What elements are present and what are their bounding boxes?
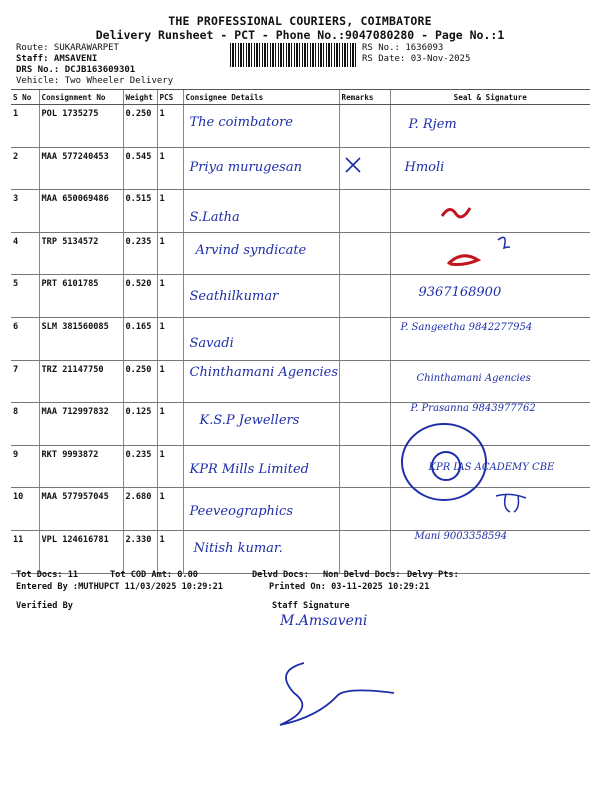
table-row (11, 360, 590, 403)
row-seal-signature: P. Prasanna 9843977762 (410, 403, 536, 415)
row-pcs: 1 (157, 190, 183, 233)
row-weight: 0.250 (123, 105, 157, 148)
row-pcs: 1 (157, 147, 183, 190)
row-remarks (339, 232, 390, 275)
staff-signature-label: Staff Signature (272, 601, 350, 611)
row-remarks (339, 403, 390, 446)
row-sno: 5 (11, 275, 39, 318)
row-consignee-handwritten: S.Latha (189, 210, 240, 226)
route-label: Route: SUKARAWARPET (16, 43, 119, 53)
rs-date: RS Date: 03-Nov-2025 (362, 54, 471, 64)
row-consignment-no: PRT 6101785 (39, 275, 123, 318)
col-sno: S No (11, 90, 39, 105)
non-delvd-docs: Non Delvd Docs: (323, 570, 401, 580)
row-pcs: 1 (157, 317, 183, 360)
row-consignee-handwritten: Arvind syndicate (195, 242, 307, 258)
row-pcs: 1 (157, 232, 183, 275)
row-seal-signature: KPR IAS ACADEMY CBE (428, 461, 555, 473)
row-consignee-cell (183, 147, 339, 190)
row-seal-signature: P. Sangeetha 9842277954 (400, 321, 533, 333)
cross-mark-icon (343, 155, 363, 175)
row-consignment-no: POL 1735275 (39, 105, 123, 148)
rs-number: RS No.: 1636093 (362, 43, 444, 53)
row-remarks (339, 360, 390, 403)
row-weight: 0.125 (123, 403, 157, 446)
col-weight: Weight (123, 90, 157, 105)
row-seal-signature: Mani 9003358594 (414, 530, 508, 542)
row-seal-cell (390, 147, 590, 190)
verified-by: Verified By (16, 601, 73, 611)
row-remarks (339, 530, 390, 573)
col-consignee: Consignee Details (183, 90, 339, 105)
vehicle-label: Vehicle: Two Wheeler Delivery (16, 76, 174, 86)
row-consignee-cell (183, 488, 339, 531)
rs-meta (362, 43, 470, 65)
row-consignee-handwritten: Chinthamani Agencies (189, 364, 339, 380)
row-weight: 0.545 (123, 147, 157, 190)
row-seal-cell (390, 530, 590, 573)
row-consignment-no: MAA 577240453 (39, 147, 123, 190)
row-remarks (339, 488, 390, 531)
red-scribble-icon (440, 194, 510, 284)
col-pcs: PCS (157, 90, 183, 105)
table-row (11, 445, 590, 488)
row-sno: 6 (11, 317, 39, 360)
row-consignee-handwritten: The coimbatore (189, 115, 293, 130)
row-remarks (339, 190, 390, 233)
row-pcs: 1 (157, 403, 183, 446)
row-remarks (339, 445, 390, 488)
table-row (11, 105, 590, 148)
row-consignment-no: TRZ 21147750 (39, 360, 123, 403)
row-seal-cell (390, 360, 590, 403)
col-consignment: Consignment No (39, 90, 123, 105)
row-sno: 4 (11, 232, 39, 275)
row-seal-signature: 9367168900 (418, 285, 502, 301)
row-weight: 2.330 (123, 530, 157, 573)
row-sno: 1 (11, 105, 39, 148)
row-pcs: 1 (157, 445, 183, 488)
row-consignee-cell (183, 360, 339, 403)
row-consignee-cell (183, 317, 339, 360)
row-consignee-cell (183, 275, 339, 318)
row-consignment-no: MAA 712997832 (39, 403, 123, 446)
row-sno: 2 (11, 147, 39, 190)
row-weight: 0.235 (123, 445, 157, 488)
table-row (11, 403, 590, 446)
row-sno: 8 (11, 403, 39, 446)
row-consignment-no: MAA 577957045 (39, 488, 123, 531)
row-sno: 9 (11, 445, 39, 488)
staff-scribble-signature (270, 655, 400, 730)
table-row (11, 530, 590, 573)
row-seal-signature: P. Rjem (408, 117, 457, 132)
row-consignment-no: VPL 124616781 (39, 530, 123, 573)
col-seal: Seal & Signature (390, 90, 590, 105)
row-consignee-cell (183, 190, 339, 233)
tot-cod: Tot COD Amt: 0.00 (110, 570, 198, 580)
company-title: THE PROFESSIONAL COURIERS, COIMBATORE (168, 14, 432, 28)
row-pcs: 1 (157, 275, 183, 318)
row-pcs: 1 (157, 105, 183, 148)
academy-stamp-icon (394, 418, 496, 506)
table-header-row (11, 90, 590, 105)
row-consignment-no: TRP 5134572 (39, 232, 123, 275)
row-seal-cell (390, 105, 590, 148)
row-consignee-cell (183, 445, 339, 488)
row-weight: 0.250 (123, 360, 157, 403)
row-pcs: 1 (157, 360, 183, 403)
row-weight: 2.680 (123, 488, 157, 531)
row-consignment-no: SLM 381560085 (39, 317, 123, 360)
entered-by: Entered By :MUTHUPCT 11/03/2025 10:29:21 (16, 582, 223, 592)
row-consignee-handwritten: Nitish kumar. (193, 540, 283, 556)
row-remarks (339, 275, 390, 318)
row-consignment-no: RKT 9993872 (39, 445, 123, 488)
table-row (11, 317, 590, 360)
row-weight: 0.515 (123, 190, 157, 233)
delvd-docs: Delvd Docs: (252, 570, 309, 580)
row-weight: 0.165 (123, 317, 157, 360)
printed-on: Printed On: 03-11-2025 10:29:21 (269, 582, 430, 592)
runsheet-subtitle: Delivery Runsheet - PCT - Phone No.:9047080280 - Page No.:1 (95, 28, 505, 42)
delvy-pts: Delvy Pts: (407, 570, 459, 580)
row-consignee-handwritten: K.S.P Jewellers (199, 413, 300, 429)
row-sno: 11 (11, 530, 39, 573)
row-seal-cell (390, 317, 590, 360)
row-remarks (339, 317, 390, 360)
row-consignee-handwritten: Savadi (189, 335, 234, 351)
row-sno: 10 (11, 488, 39, 531)
row-seal-signature: Chinthamani Agencies (416, 372, 531, 384)
staff-signed-name: M.Amsaveni (280, 613, 368, 629)
row-consignee-handwritten: KPR Mills Limited (189, 461, 309, 477)
row-consignee-cell (183, 105, 339, 148)
row-consignee-cell (183, 403, 339, 446)
row-pcs: 1 (157, 530, 183, 573)
row-pcs: 1 (157, 488, 183, 531)
barcode-image (230, 43, 357, 67)
staff-label: Staff: AMSAVENI (16, 54, 98, 64)
row-consignment-no: MAA 650069486 (39, 190, 123, 233)
row-consignee-handwritten: Priya murugesan (189, 159, 302, 175)
row-sno: 3 (11, 190, 39, 233)
drs-label: DRS No.: DCJB163609301 (16, 65, 136, 75)
row-consignee-cell (183, 232, 339, 275)
row-weight: 0.235 (123, 232, 157, 275)
row-remarks (339, 105, 390, 148)
tot-docs: Tot Docs: 11 (16, 570, 79, 580)
route-meta (16, 43, 173, 87)
row-weight: 0.520 (123, 275, 157, 318)
row-consignee-handwritten: Seathilkumar (189, 289, 279, 305)
row-sno: 7 (11, 360, 39, 403)
scribble-signature-10 (492, 488, 542, 518)
row-consignee-handwritten: Peeveographics (189, 504, 294, 520)
row-seal-signature: Hmoli (404, 159, 445, 175)
row-consignee-cell (183, 530, 339, 573)
col-remarks: Remarks (339, 90, 390, 105)
table-row (11, 147, 590, 190)
